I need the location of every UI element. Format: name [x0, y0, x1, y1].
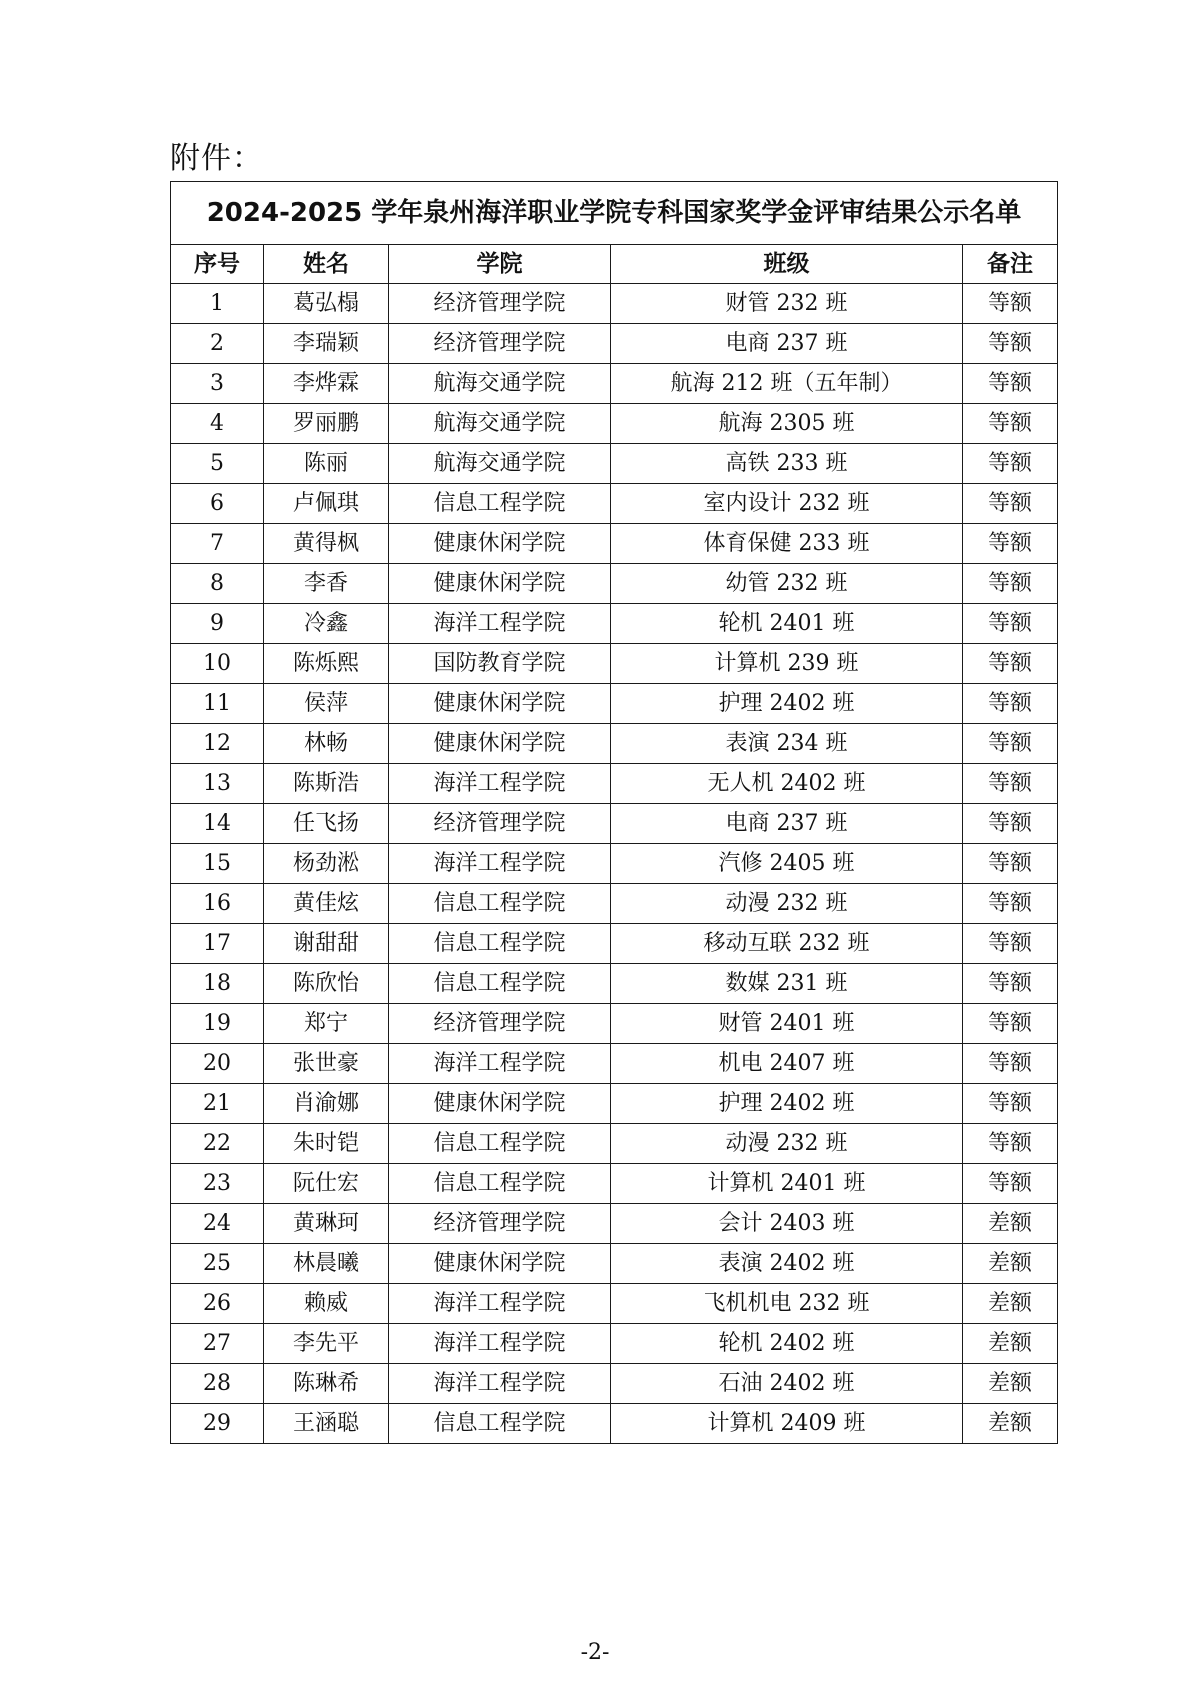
cell-no: 14 [171, 804, 264, 844]
cell-college: 信息工程学院 [389, 1164, 611, 1204]
cell-name: 李香 [264, 564, 389, 604]
cell-college: 健康休闲学院 [389, 724, 611, 764]
cell-remark: 等额 [963, 1124, 1058, 1164]
cell-name: 杨劲淞 [264, 844, 389, 884]
cell-college: 海洋工程学院 [389, 604, 611, 644]
cell-remark: 等额 [963, 964, 1058, 1004]
cell-name: 陈烁熙 [264, 644, 389, 684]
cell-no: 21 [171, 1084, 264, 1124]
cell-no: 12 [171, 724, 264, 764]
cell-class: 无人机 2402 班 [611, 764, 963, 804]
table-row [171, 844, 1058, 884]
cell-class: 护理 2402 班 [611, 1084, 963, 1124]
table-header-row [171, 245, 1058, 284]
table-row [171, 604, 1058, 644]
cell-college: 健康休闲学院 [389, 524, 611, 564]
cell-remark: 差额 [963, 1204, 1058, 1244]
cell-no: 28 [171, 1364, 264, 1404]
table-row [171, 964, 1058, 1004]
cell-name: 陈丽 [264, 444, 389, 484]
table-row [171, 1404, 1058, 1444]
cell-class: 幼管 232 班 [611, 564, 963, 604]
cell-no: 20 [171, 1044, 264, 1084]
table-body [171, 284, 1058, 1444]
cell-name: 林晨曦 [264, 1244, 389, 1284]
cell-remark: 等额 [963, 524, 1058, 564]
cell-remark: 等额 [963, 924, 1058, 964]
cell-class: 飞机机电 232 班 [611, 1284, 963, 1324]
cell-remark: 差额 [963, 1364, 1058, 1404]
cell-no: 4 [171, 404, 264, 444]
attachment-label: 附件： [170, 141, 263, 176]
cell-no: 6 [171, 484, 264, 524]
cell-no: 3 [171, 364, 264, 404]
cell-class: 轮机 2401 班 [611, 604, 963, 644]
cell-no: 10 [171, 644, 264, 684]
header-no: 序号 [171, 245, 264, 284]
table-row [171, 724, 1058, 764]
cell-college: 经济管理学院 [389, 1004, 611, 1044]
cell-class: 高铁 233 班 [611, 444, 963, 484]
cell-college: 航海交通学院 [389, 404, 611, 444]
cell-class: 汽修 2405 班 [611, 844, 963, 884]
table-row [171, 804, 1058, 844]
cell-class: 数媒 231 班 [611, 964, 963, 1004]
cell-college: 经济管理学院 [389, 1204, 611, 1244]
cell-college: 健康休闲学院 [389, 1084, 611, 1124]
cell-class: 机电 2407 班 [611, 1044, 963, 1084]
header-college: 学院 [389, 245, 611, 284]
cell-no: 2 [171, 324, 264, 364]
cell-college: 信息工程学院 [389, 964, 611, 1004]
cell-class: 航海 212 班（五年制） [611, 364, 963, 404]
cell-class: 轮机 2402 班 [611, 1324, 963, 1364]
cell-no: 5 [171, 444, 264, 484]
cell-college: 信息工程学院 [389, 1404, 611, 1444]
header-class: 班级 [611, 245, 963, 284]
cell-class: 动漫 232 班 [611, 1124, 963, 1164]
table-row [171, 404, 1058, 444]
cell-remark: 等额 [963, 444, 1058, 484]
cell-college: 信息工程学院 [389, 884, 611, 924]
cell-no: 27 [171, 1324, 264, 1364]
cell-college: 信息工程学院 [389, 924, 611, 964]
cell-class: 表演 234 班 [611, 724, 963, 764]
table-row [171, 284, 1058, 324]
cell-remark: 等额 [963, 644, 1058, 684]
table-title-row [171, 182, 1058, 245]
cell-no: 7 [171, 524, 264, 564]
cell-college: 海洋工程学院 [389, 764, 611, 804]
cell-remark: 等额 [963, 764, 1058, 804]
cell-remark: 等额 [963, 404, 1058, 444]
cell-class: 表演 2402 班 [611, 1244, 963, 1284]
cell-no: 29 [171, 1404, 264, 1444]
cell-name: 卢佩琪 [264, 484, 389, 524]
cell-class: 计算机 2401 班 [611, 1164, 963, 1204]
cell-no: 15 [171, 844, 264, 884]
table-row [171, 1284, 1058, 1324]
table-row [171, 1124, 1058, 1164]
header-remark: 备注 [963, 245, 1058, 284]
table-row [171, 924, 1058, 964]
cell-no: 9 [171, 604, 264, 644]
cell-name: 陈琳希 [264, 1364, 389, 1404]
cell-remark: 等额 [963, 844, 1058, 884]
cell-name: 冷鑫 [264, 604, 389, 644]
cell-class: 航海 2305 班 [611, 404, 963, 444]
cell-remark: 等额 [963, 684, 1058, 724]
cell-name: 谢甜甜 [264, 924, 389, 964]
cell-name: 林畅 [264, 724, 389, 764]
table-row [171, 484, 1058, 524]
cell-class: 护理 2402 班 [611, 684, 963, 724]
cell-college: 海洋工程学院 [389, 1284, 611, 1324]
table-row [171, 764, 1058, 804]
cell-name: 王涵聪 [264, 1404, 389, 1444]
cell-class: 财管 232 班 [611, 284, 963, 324]
cell-name: 张世豪 [264, 1044, 389, 1084]
table-row [171, 364, 1058, 404]
cell-no: 26 [171, 1284, 264, 1324]
cell-no: 24 [171, 1204, 264, 1244]
cell-class: 计算机 239 班 [611, 644, 963, 684]
cell-college: 健康休闲学院 [389, 564, 611, 604]
table-row [171, 684, 1058, 724]
table-row [171, 1204, 1058, 1244]
cell-college: 经济管理学院 [389, 284, 611, 324]
cell-no: 11 [171, 684, 264, 724]
cell-no: 16 [171, 884, 264, 924]
cell-college: 海洋工程学院 [389, 1324, 611, 1364]
cell-class: 计算机 2409 班 [611, 1404, 963, 1444]
page-number: -2- [580, 1640, 610, 1665]
table-row [171, 1004, 1058, 1044]
cell-remark: 差额 [963, 1324, 1058, 1364]
cell-name: 肖渝娜 [264, 1084, 389, 1124]
table-row [171, 1084, 1058, 1124]
cell-name: 李瑞颖 [264, 324, 389, 364]
cell-class: 室内设计 232 班 [611, 484, 963, 524]
cell-remark: 等额 [963, 1164, 1058, 1204]
cell-class: 石油 2402 班 [611, 1364, 963, 1404]
cell-college: 经济管理学院 [389, 804, 611, 844]
cell-remark: 等额 [963, 1084, 1058, 1124]
cell-remark: 差额 [963, 1284, 1058, 1324]
cell-remark: 等额 [963, 724, 1058, 764]
cell-no: 17 [171, 924, 264, 964]
cell-name: 陈欣怡 [264, 964, 389, 1004]
table-row [171, 1364, 1058, 1404]
cell-remark: 差额 [963, 1404, 1058, 1444]
cell-college: 海洋工程学院 [389, 1044, 611, 1084]
cell-class: 财管 2401 班 [611, 1004, 963, 1044]
cell-college: 海洋工程学院 [389, 1364, 611, 1404]
cell-name: 陈斯浩 [264, 764, 389, 804]
cell-remark: 差额 [963, 1244, 1058, 1284]
cell-no: 13 [171, 764, 264, 804]
cell-no: 8 [171, 564, 264, 604]
cell-name: 李先平 [264, 1324, 389, 1364]
table-row [171, 1044, 1058, 1084]
cell-class: 体育保健 233 班 [611, 524, 963, 564]
cell-no: 23 [171, 1164, 264, 1204]
cell-remark: 等额 [963, 284, 1058, 324]
scholarship-results-table [170, 181, 1058, 1444]
cell-class: 电商 237 班 [611, 804, 963, 844]
cell-college: 国防教育学院 [389, 644, 611, 684]
table-title: 2024-2025 学年泉州海洋职业学院专科国家奖学金评审结果公示名单 [171, 182, 1058, 245]
cell-remark: 等额 [963, 484, 1058, 524]
cell-no: 1 [171, 284, 264, 324]
cell-name: 郑宁 [264, 1004, 389, 1044]
cell-class: 电商 237 班 [611, 324, 963, 364]
cell-no: 25 [171, 1244, 264, 1284]
cell-name: 朱时铠 [264, 1124, 389, 1164]
cell-name: 葛弘榻 [264, 284, 389, 324]
cell-remark: 等额 [963, 364, 1058, 404]
header-name: 姓名 [264, 245, 389, 284]
table-row [171, 324, 1058, 364]
cell-no: 22 [171, 1124, 264, 1164]
cell-name: 黄佳炫 [264, 884, 389, 924]
cell-remark: 等额 [963, 804, 1058, 844]
table-row [171, 524, 1058, 564]
table-row [171, 444, 1058, 484]
cell-college: 航海交通学院 [389, 444, 611, 484]
cell-college: 健康休闲学院 [389, 684, 611, 724]
cell-name: 阮仕宏 [264, 1164, 389, 1204]
cell-name: 赖威 [264, 1284, 389, 1324]
cell-name: 侯萍 [264, 684, 389, 724]
cell-college: 经济管理学院 [389, 324, 611, 364]
cell-name: 黄得枫 [264, 524, 389, 564]
cell-remark: 等额 [963, 1044, 1058, 1084]
cell-college: 健康休闲学院 [389, 1244, 611, 1284]
cell-remark: 等额 [963, 324, 1058, 364]
cell-remark: 等额 [963, 564, 1058, 604]
table-row [171, 884, 1058, 924]
cell-name: 李烨霖 [264, 364, 389, 404]
cell-name: 罗丽鹏 [264, 404, 389, 444]
cell-class: 会计 2403 班 [611, 1204, 963, 1244]
cell-college: 海洋工程学院 [389, 844, 611, 884]
cell-no: 19 [171, 1004, 264, 1044]
table-row [171, 1164, 1058, 1204]
table-row [171, 1324, 1058, 1364]
cell-name: 任飞扬 [264, 804, 389, 844]
cell-college: 航海交通学院 [389, 364, 611, 404]
cell-college: 信息工程学院 [389, 1124, 611, 1164]
cell-class: 动漫 232 班 [611, 884, 963, 924]
cell-no: 18 [171, 964, 264, 1004]
table-row [171, 1244, 1058, 1284]
cell-remark: 等额 [963, 884, 1058, 924]
table-row [171, 644, 1058, 684]
cell-class: 移动互联 232 班 [611, 924, 963, 964]
cell-remark: 等额 [963, 1004, 1058, 1044]
cell-college: 信息工程学院 [389, 484, 611, 524]
cell-name: 黄琳珂 [264, 1204, 389, 1244]
cell-remark: 等额 [963, 604, 1058, 644]
table-row [171, 564, 1058, 604]
